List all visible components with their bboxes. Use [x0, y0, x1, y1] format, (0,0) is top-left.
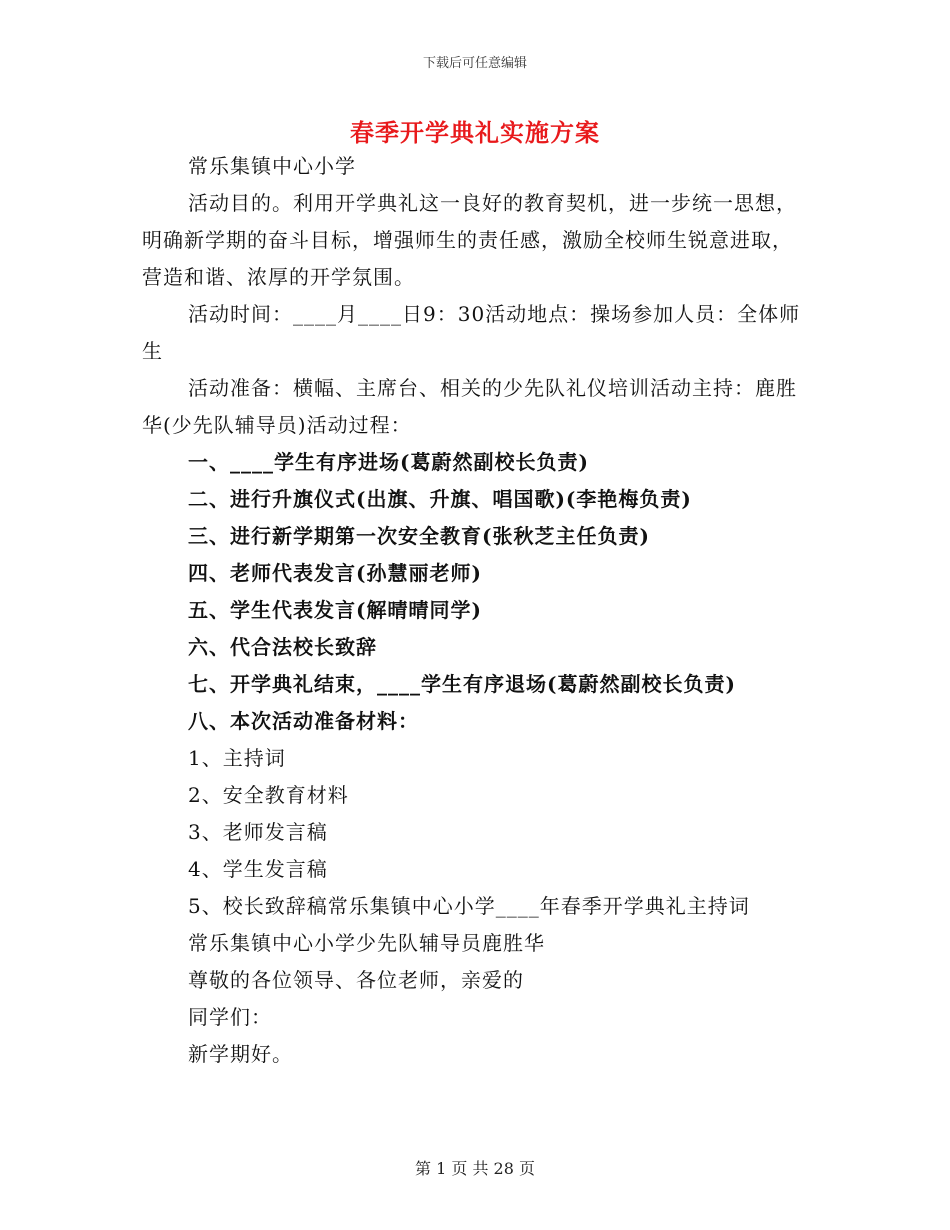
closing-line: 同学们： — [188, 1005, 272, 1029]
step-item: 四、老师代表发言(孙慧丽老师) — [188, 561, 482, 585]
step-item: 二、进行升旗仪式(出旗、升旗、唱国歌)(李艳梅负责) — [188, 487, 692, 511]
material-item: 3、老师发言稿 — [188, 820, 328, 844]
step-item: 三、进行新学期第一次安全教育(张秋芝主任负责) — [188, 524, 650, 548]
material-item: 4、学生发言稿 — [188, 857, 328, 881]
step-item: 七、开学典礼结束，____学生有序退场(葛蔚然副校长负责) — [188, 672, 736, 696]
document-body — [142, 148, 810, 1073]
step-item: 五、学生代表发言(解晴晴同学) — [188, 598, 482, 622]
step-item: 六、代合法校长致辞 — [188, 635, 377, 659]
step-item: 八、本次活动准备材料： — [188, 709, 419, 733]
closing-line: 尊敬的各位领导、各位老师，亲爱的 — [188, 968, 524, 992]
school-name: 常乐集镇中心小学 — [188, 154, 356, 178]
activity-purpose: 活动目的。利用开学典礼这一良好的教育契机，进一步统一思想，明确新学期的奋斗目标，增强师生的责任感，激励全校师生锐意进取，营造和谐、浓厚的开学氛围。 — [142, 191, 797, 289]
material-item: 1、主持词 — [188, 746, 286, 770]
closing-line: 常乐集镇中心小学少先队辅导员鹿胜华 — [188, 931, 545, 955]
header-note: 下载后可任意编辑 — [422, 56, 527, 71]
page-footer: 第 1 页 共 28 页 — [415, 1159, 535, 1178]
activity-preparation: 活动准备：横幅、主席台、相关的少先队礼仪培训活动主持：鹿胜华(少先队辅导员)活动过程： — [142, 376, 797, 437]
document-title: 春季开学典礼实施方案 — [350, 118, 600, 147]
step-item: 一、____学生有序进场(葛蔚然副校长负责) — [188, 450, 589, 474]
activity-time-place: 活动时间：____月____日9：30活动地点：操场参加人员：全体师生 — [142, 302, 801, 363]
material-item: 2、安全教育材料 — [188, 783, 349, 807]
material-item: 5、校长致辞稿常乐集镇中心小学____年春季开学典礼主持词 — [188, 894, 750, 918]
closing-line: 新学期好。 — [188, 1042, 293, 1066]
